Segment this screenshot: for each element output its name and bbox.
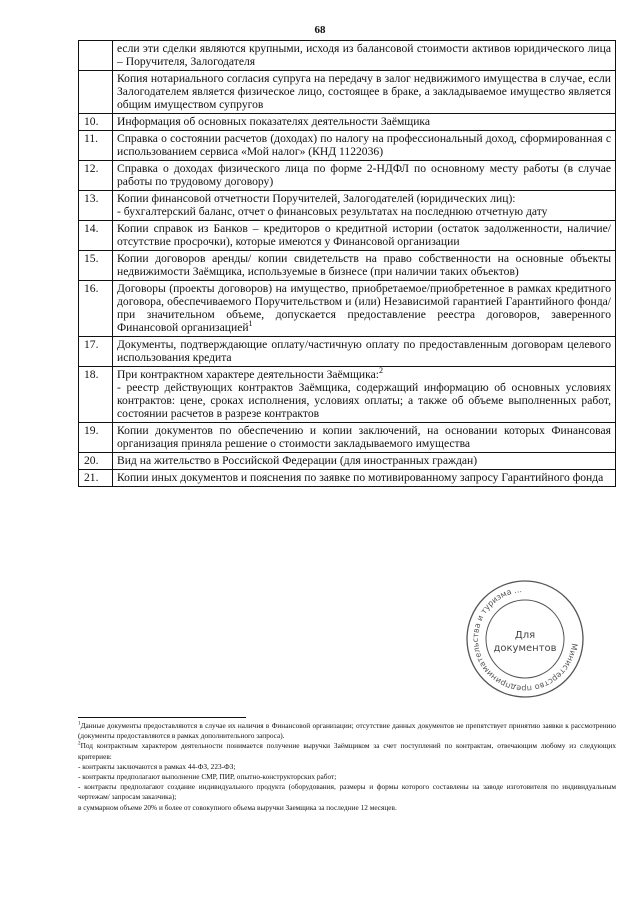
footnote-item: - контракты заключаются в рамках 44-ФЗ, 223-ФЗ;: [78, 761, 236, 771]
row-text-line: - реестр действующих контрактов Заёмщика, содержащий информацию об основных условиях контрактов: цене, сроках исполнения, условиях оплаты; а также об объеме выполненных работ, состоянии расчетов в разрезе контрактов: [117, 381, 611, 420]
seal-center-text-1: Для: [514, 630, 536, 641]
row-number: 19.: [79, 423, 113, 453]
row-text-line: Копии иных документов и пояснения по заявке по мотивированному запросу Гарантийного фонда: [117, 471, 604, 484]
table-row: [79, 191, 616, 221]
row-number: 21.: [79, 470, 113, 487]
row-text: [113, 191, 616, 221]
row-text-line: Документы, подтверждающие оплату/частичную оплату по предоставленным договорам целевого использования кредита: [117, 338, 611, 364]
row-text: [113, 161, 616, 191]
row-number: 11.: [79, 131, 113, 161]
row-text-line: Копии справок из Банков – кредиторов о кредитной истории (остаток задолженности, наличие/отсутствие просрочки), которые имеются у Финансовой организации: [117, 222, 611, 248]
row-text-line: Копия нотариального согласия супруга на передачу в залог недвижимого имущества в случае, если Залогодателем является физическое лицо, состоящее в браке, а закладываемое имущество является общим имуществом супругов: [117, 72, 611, 111]
seal-ring-text: Министерство предпринимательства и туризма ...: [470, 585, 579, 694]
row-number: [79, 71, 113, 114]
footnote-item: $^2$Под контрактным характером деятельности понимается получение выручки Заёмщиком за счет поступлений по контрактам, отвечающим любому из следующих критериев:: [78, 740, 616, 761]
row-text-line: Справка о доходах физического лица по форме 2-НДФЛ по основному месту работы (в случае работы по трудовому договору): [117, 162, 611, 188]
row-text-line: если эти сделки являются крупными, исходя из балансовой стоимости активов юридического лица – Поручителя, Залогодателя: [117, 42, 611, 68]
row-number: 14.: [79, 221, 113, 251]
table-row: [79, 367, 616, 423]
row-text-line: При контрактном характере деятельности Заёмщика:$^2$: [117, 366, 384, 381]
seal-center-text-2: документов: [493, 643, 557, 654]
row-text-line: - бухгалтерский баланс, отчет о финансовых результатах на последнюю отчетную дату: [117, 205, 548, 218]
table-row: [79, 71, 616, 114]
footnotes: [78, 721, 616, 813]
row-text-line: Копии документов по обеспечению и копии заключений, на основании которых Финансовая организация приняла решение о стоимости закладываемого имущества: [117, 424, 611, 450]
table-row: [79, 281, 616, 337]
row-text: [113, 470, 616, 487]
footnote-item: в суммарном объеме 20% и более от совокупного объема выручки Заемщика за последние 12 месяцев.: [78, 802, 397, 812]
table-row: [79, 470, 616, 487]
seal-stamp: [464, 578, 586, 700]
row-text: [113, 114, 616, 131]
row-text: [113, 423, 616, 453]
row-number: 16.: [79, 281, 113, 337]
documents-table-body: [79, 41, 616, 487]
row-number: 10.: [79, 114, 113, 131]
footnote-mark: 1: [78, 720, 81, 727]
row-text: [113, 221, 616, 251]
row-text-line: Копии договоров аренды/ копии свидетельств на право собственности на основные объекты недвижимости Заёмщика, используемые в бизнесе (при наличии таких объектов): [117, 252, 611, 278]
footnote-item: $^1$Данные документы предоставляются в случае их наличия в Финансовой организации; отсутствие данных документов не препятствует принятию заявки к рассмотрению (документы предоставляются в рамках дополнительного запроса).: [78, 720, 616, 741]
footnote-separator: [78, 717, 246, 718]
documents-table: [78, 40, 616, 487]
footnote-mark: 1: [248, 319, 253, 329]
row-text: [113, 367, 616, 423]
row-text: [113, 131, 616, 161]
row-number: 18.: [79, 367, 113, 423]
row-text: [113, 453, 616, 470]
row-number: 15.: [79, 251, 113, 281]
row-number: 17.: [79, 337, 113, 367]
row-text: [113, 281, 616, 337]
row-text: [113, 71, 616, 114]
table-row: [79, 453, 616, 470]
row-number: [79, 41, 113, 71]
table-row: [79, 251, 616, 281]
row-text: [113, 337, 616, 367]
table-row: [79, 337, 616, 367]
page-number: 68: [314, 24, 326, 36]
table-row: [79, 114, 616, 131]
table-row: [79, 41, 616, 71]
row-text-line: Вид на жительство в Российской Федерации (для иностранных граждан): [117, 454, 478, 467]
table-row: [79, 221, 616, 251]
row-text: [113, 41, 616, 71]
row-number: 13.: [79, 191, 113, 221]
table-row: [79, 131, 616, 161]
row-number: 20.: [79, 453, 113, 470]
footnote-mark: 2: [378, 366, 384, 376]
row-text-line: Копии финансовой отчетности Поручителей, Залогодателей (юридических лиц):: [117, 192, 516, 205]
row-number: 12.: [79, 161, 113, 191]
footnote-item: - контракты предполагают выполнение СМР, ПИР, опытно-конструкторских работ;: [78, 772, 337, 782]
footnote-item: - контракты предполагают создание индивидуального продукта (оборудования, размеры и формы которого составлены на заводе изготовителя по индивидуальным чертежам/ запросам заказчика);: [78, 782, 616, 802]
row-text-line: Договоры (проекты договоров) на имущество, приобретаемое/приобретенное в рамках кредитного договора, обеспечиваемого Поручительством и (или) Независимой гарантией Гарантийного фонда/ при значительном объеме, допускается предоставление реестра договоров, заверенного Финансовой организацией$^1$: [117, 282, 611, 334]
row-text: [113, 251, 616, 281]
row-text-line: Информация об основных показателях деятельности Заёмщика: [117, 115, 431, 128]
table-row: [79, 423, 616, 453]
row-text-line: Справка о состоянии расчетов (доходах) по налогу на профессиональный доход, сформированная с использованием сервиса «Мой налог» (КНД 1122036): [117, 132, 611, 158]
footnote-mark: 2: [78, 740, 81, 747]
table-row: [79, 161, 616, 191]
